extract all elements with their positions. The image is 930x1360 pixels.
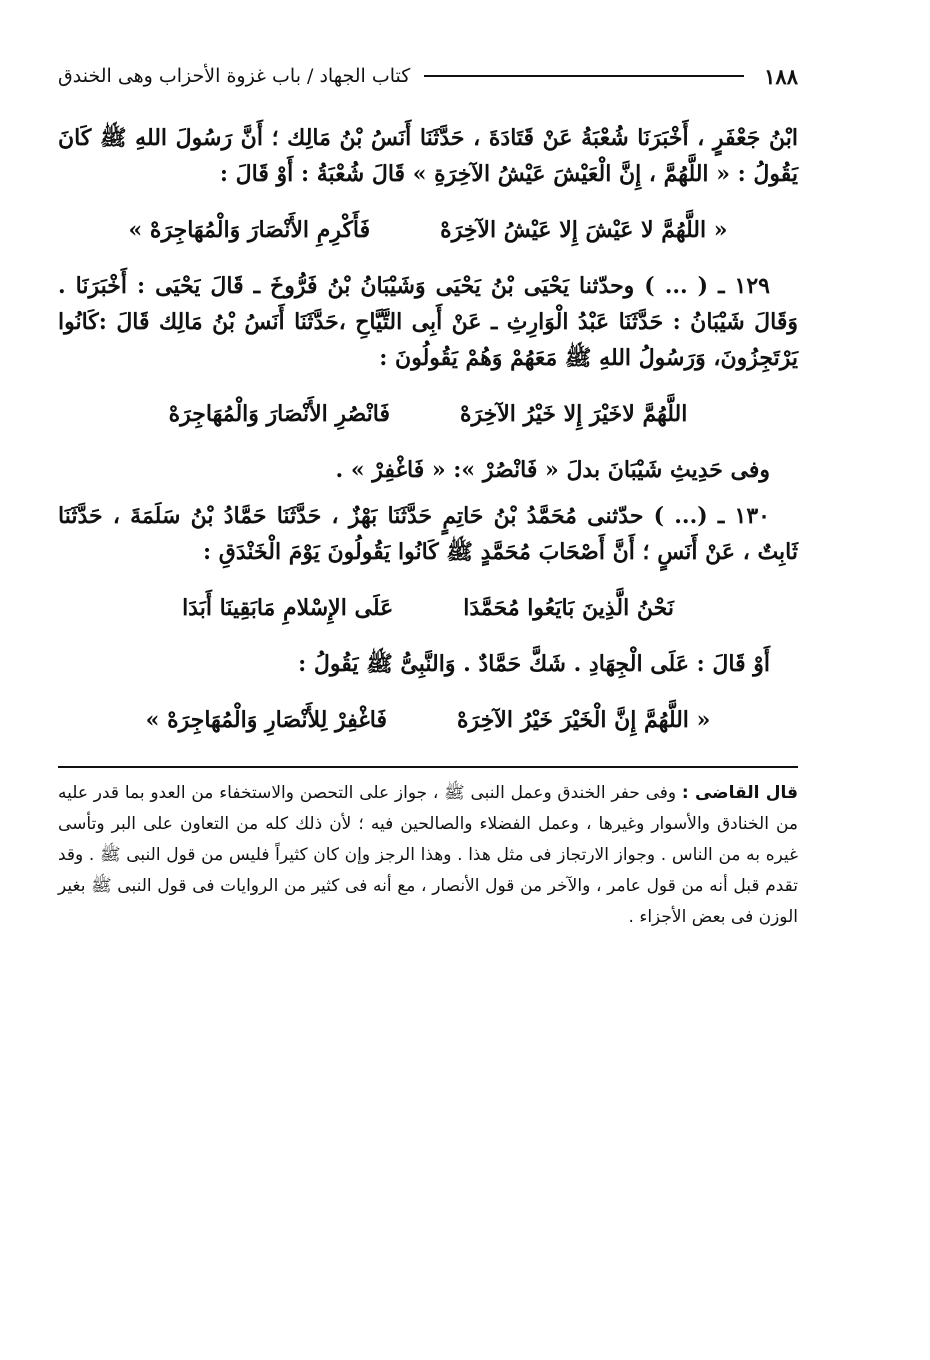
- verse-hemistich-first: « اللَّهُمَّ لا عَيْشَ إِلا عَيْشُ الآخِرَهْ: [440, 217, 728, 243]
- hadith-paragraph: أَوْ قَالَ : عَلَى الْجِهَادِ . شَكَّ حَمَّادٌ . وَالنَّبِىُّ ﷺ يَقُولُ :: [298, 651, 770, 677]
- verse-hemistich-second: فَانْصُرِ الأَنْصَارَ وَالْمُهَاجِرَهْ: [168, 401, 390, 427]
- verse-line: [58, 588, 798, 628]
- hadith-paragraph: وفى حَدِيثِ شَيْبَانَ بدلَ « فَانْصُرْ »: « فَاغْفِرْ » .: [335, 457, 770, 483]
- footnote-text: وفى حفر الخندق وعمل النبى ﷺ ، جواز على التحصن والاستخفاء من العدو بما قدر عليه من الخنادق والأسوار وغيرها ، وعمل الفضلاء والصالحين فيه ؛ لأن ذلك كله من التعاون على البر وتأسى غيره به من الناس . وجواز الارتجاز فى مثل هذا . وهذا الرجز وإن كان كثيراً فليس من قول النبى ﷺ . وقد تقدم قبل أنه من قول عامر ، والآخر من قول الأنصار ، مع أنه فى كثير من الروايات فى قول النبى ﷺ بغير الوزن فى بعض الأجزاء .: [58, 783, 798, 927]
- footnote: [58, 778, 798, 933]
- header-rule: [424, 75, 744, 77]
- footnote-rule: [58, 766, 798, 768]
- footnote-lead: قال القاضى :: [681, 783, 798, 803]
- verse-hemistich-second: عَلَى الإِسْلامِ مَابَقِينَا أَبَدَا: [182, 595, 394, 621]
- running-title: كتاب الجهاد / باب غزوة الأحزاب وهى الخندق: [58, 65, 411, 87]
- page-header: [58, 62, 798, 90]
- hadith-paragraph: ابْنُ جَعْفَرٍ ، أَخْبَرَنَا شُعْبَةُ عَنْ قَتَادَةَ ، حَدَّثَنَا أَنَسُ بْنُ مَالِك ؛ أَنَّ رَسُولَ اللهِ ﷺ كَانَ يَقُولُ : « اللَّهُمَّ ، إِنَّ الْعَيْشَ عَيْشُ الآخِرَةِ » قَالَ شُعْبَةُ : أَوْ قَالَ :: [58, 125, 798, 187]
- main-text: [58, 120, 798, 740]
- spacer: [58, 488, 798, 498]
- verse-hemistich-first: اللَّهُمَّ لاخَيْرَ إِلا خَيْرُ الآخِرَهْ: [459, 401, 688, 427]
- hadith-paragraph: ١٣٠ ـ (... ) حدّثنى مُحَمَّدُ بْنُ حَاتِمٍ حَدَّثَنَا بَهْزٌ ، حَدَّثَنَا حَمَّادُ بْنُ سَلَمَةَ ، حَدَّثَنَا ثَابِتٌ ، عَنْ أَنَسٍ ؛ أَنَّ أَصْحَابَ مُحَمَّدٍ ﷺ كَانُوا يَقُولُونَ يَوْمَ الْخَنْدَقِ :: [58, 503, 798, 565]
- verse-line: [58, 700, 798, 740]
- verse-line: [58, 210, 798, 250]
- verse-hemistich-second: فَأَكْرِمِ الأَنْصَارَ وَالْمُهَاجِرَهْ »: [128, 217, 371, 243]
- verse-hemistich-first: نَحْنُ الَّذِينَ بَايَعُوا مُحَمَّدَا: [463, 595, 674, 621]
- book-page: [58, 62, 798, 933]
- verse-hemistich-second: فَاغْفِرْ لِلأَنْصَارِ وَالْمُهَاجِرَهْ »: [145, 707, 388, 733]
- verse-hemistich-first: « اللَّهُمَّ إِنَّ الْخَيْرَ خَيْرُ الآخِرَهْ: [457, 707, 711, 733]
- hadith-paragraph: ١٢٩ ـ ( ... ) وحدّثنا يَحْيَى بْنُ يَحْيَى وَشَيْبَانُ بْنُ فَرُّوخَ ـ قَالَ يَحْيَى : أَخْبَرَنَا . وَقَالَ شَيْبَانُ : حَدَّثَنَا عَبْدُ الْوَارِثِ ـ عَنْ أَبِى التَّيَّاحِ ،حَدَّثَنَا أَنَسُ بْنُ مَالِك قَالَ :كَانُوا يَرْتَجِزُونَ، وَرَسُولُ اللهِ ﷺ مَعَهُمْ وَهُمْ يَقُولُونَ :: [58, 273, 798, 371]
- page-number: ١٨٨: [764, 63, 798, 89]
- verse-line: [58, 394, 798, 434]
